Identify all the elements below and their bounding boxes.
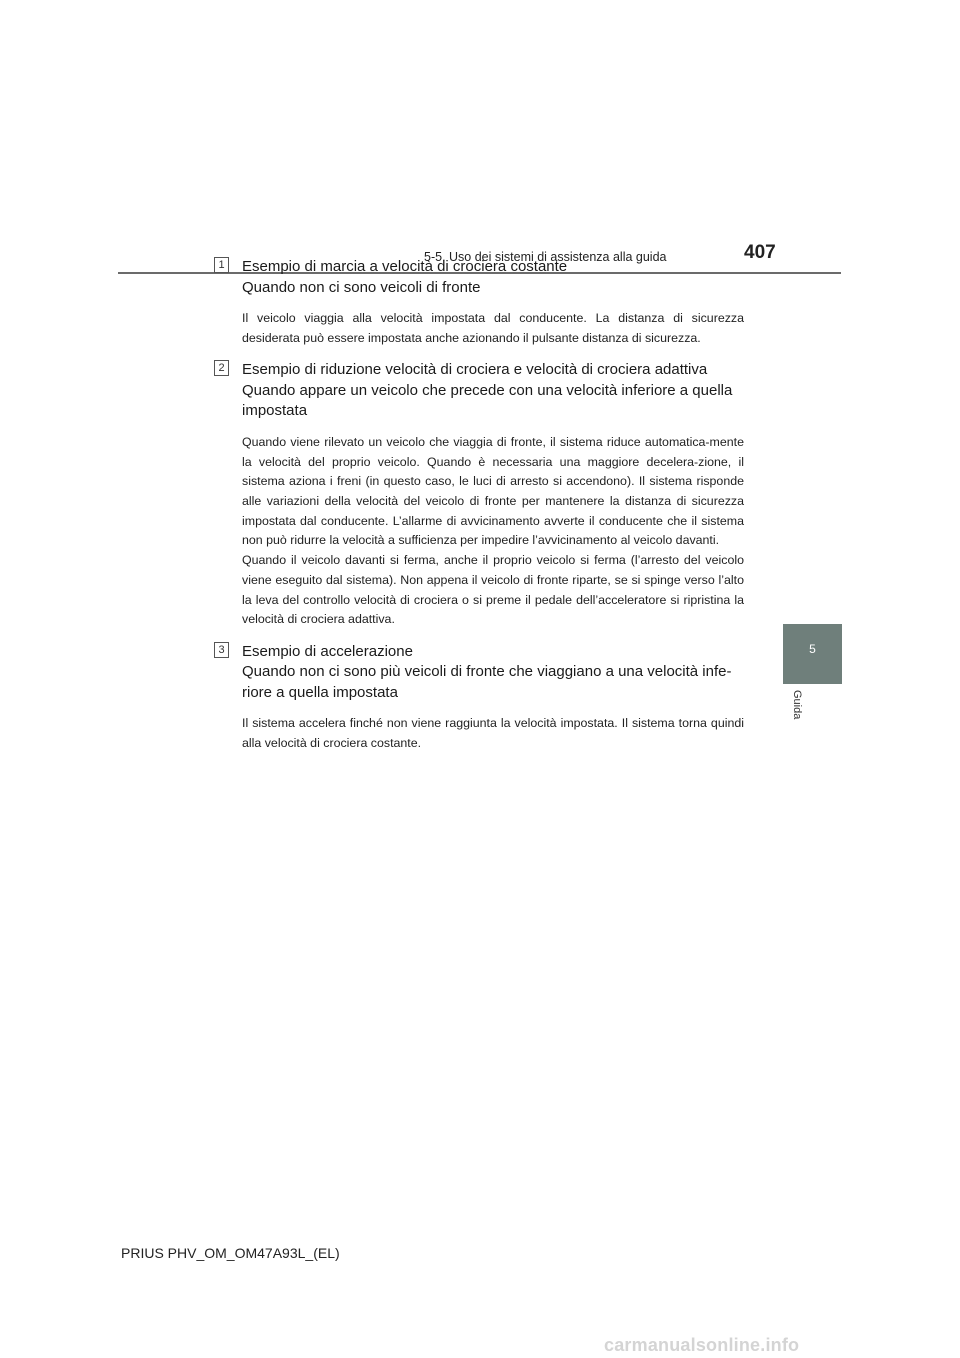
chapter-label: Guida [791, 690, 803, 720]
item-paragraph: Il sistema accelera finché non viene raggiunta la velocità impostata. Il sistema torna quindi alla velocità di crociera costante. [242, 716, 744, 751]
item-number-badge: 3 [214, 642, 229, 658]
chapter-tab-number: 5 [809, 642, 816, 656]
list-item [214, 360, 744, 630]
item-paragraph: Quando viene rilevato un veicolo che viaggia di fronte, il sistema riduce automatica-mente la velocità del proprio veicolo. Quando è necessaria una maggiore decelera-zione, il sistema aziona i freni (in questo caso, le luci di arresto si accendono). Il sistema risponde alle variazioni della velocità del veicolo di fronte per mantenere la distanza di sicurezza impostata dal conducente. L’allarme di avvicinamento avverte il conducente che il sistema non può ridurre la velocità a sufficienza per impedire l’avvicinamento al veicolo davanti. [242, 434, 744, 548]
running-header-section: 5-5. Uso dei sistemi di assistenza alla guida [424, 250, 667, 264]
item-title-line: Esempio di riduzione velocità di crociera e velocità di crociera adattiva [242, 361, 708, 379]
item-paragraph: Quando il veicolo davanti si ferma, anche il proprio veicolo si ferma (l’arresto del veicolo viene eseguito dal sistema). Non appena il veicolo di fronte riparte, se si spinge verso l’alto la leva del controllo velocità di crociera o si preme il pedale dell’acceleratore si ripristina la velocità di crociera adattiva. [242, 553, 744, 627]
main-content [214, 257, 744, 754]
item-title [242, 360, 744, 422]
item-body [242, 433, 744, 630]
footer-model-code: PRIUS PHV_OM_OM47A93L_(EL) [121, 1245, 340, 1261]
item-title-line: Quando non ci sono veicoli di fronte [242, 278, 481, 296]
list-item [214, 642, 744, 754]
item-title [242, 642, 744, 704]
item-title [242, 257, 744, 298]
item-title-line: Esempio di accelerazione [242, 642, 413, 660]
item-number-badge: 2 [214, 360, 229, 376]
item-title-line: Quando non ci sono più veicoli di fronte che viaggiano a una velocità infe-riore a quella impostata [242, 663, 732, 701]
page-number: 407 [744, 242, 776, 263]
item-title-line: Quando appare un veicolo che precede con una velocità inferiore a quella impostata [242, 381, 733, 420]
item-body [242, 309, 744, 348]
item-number-badge: 1 [214, 257, 229, 273]
watermark: carmanualsonline.info [604, 1335, 800, 1355]
item-body [242, 714, 744, 753]
item-paragraph: Il veicolo viaggia alla velocità impostata dal conducente. La distanza di sicurezza desiderata può essere impostata anche azionando il pulsante distanza di sicurezza. [242, 311, 744, 345]
list-item [214, 257, 744, 348]
item-title-line: Esempio di marcia a velocità di crociera costante [242, 258, 568, 275]
